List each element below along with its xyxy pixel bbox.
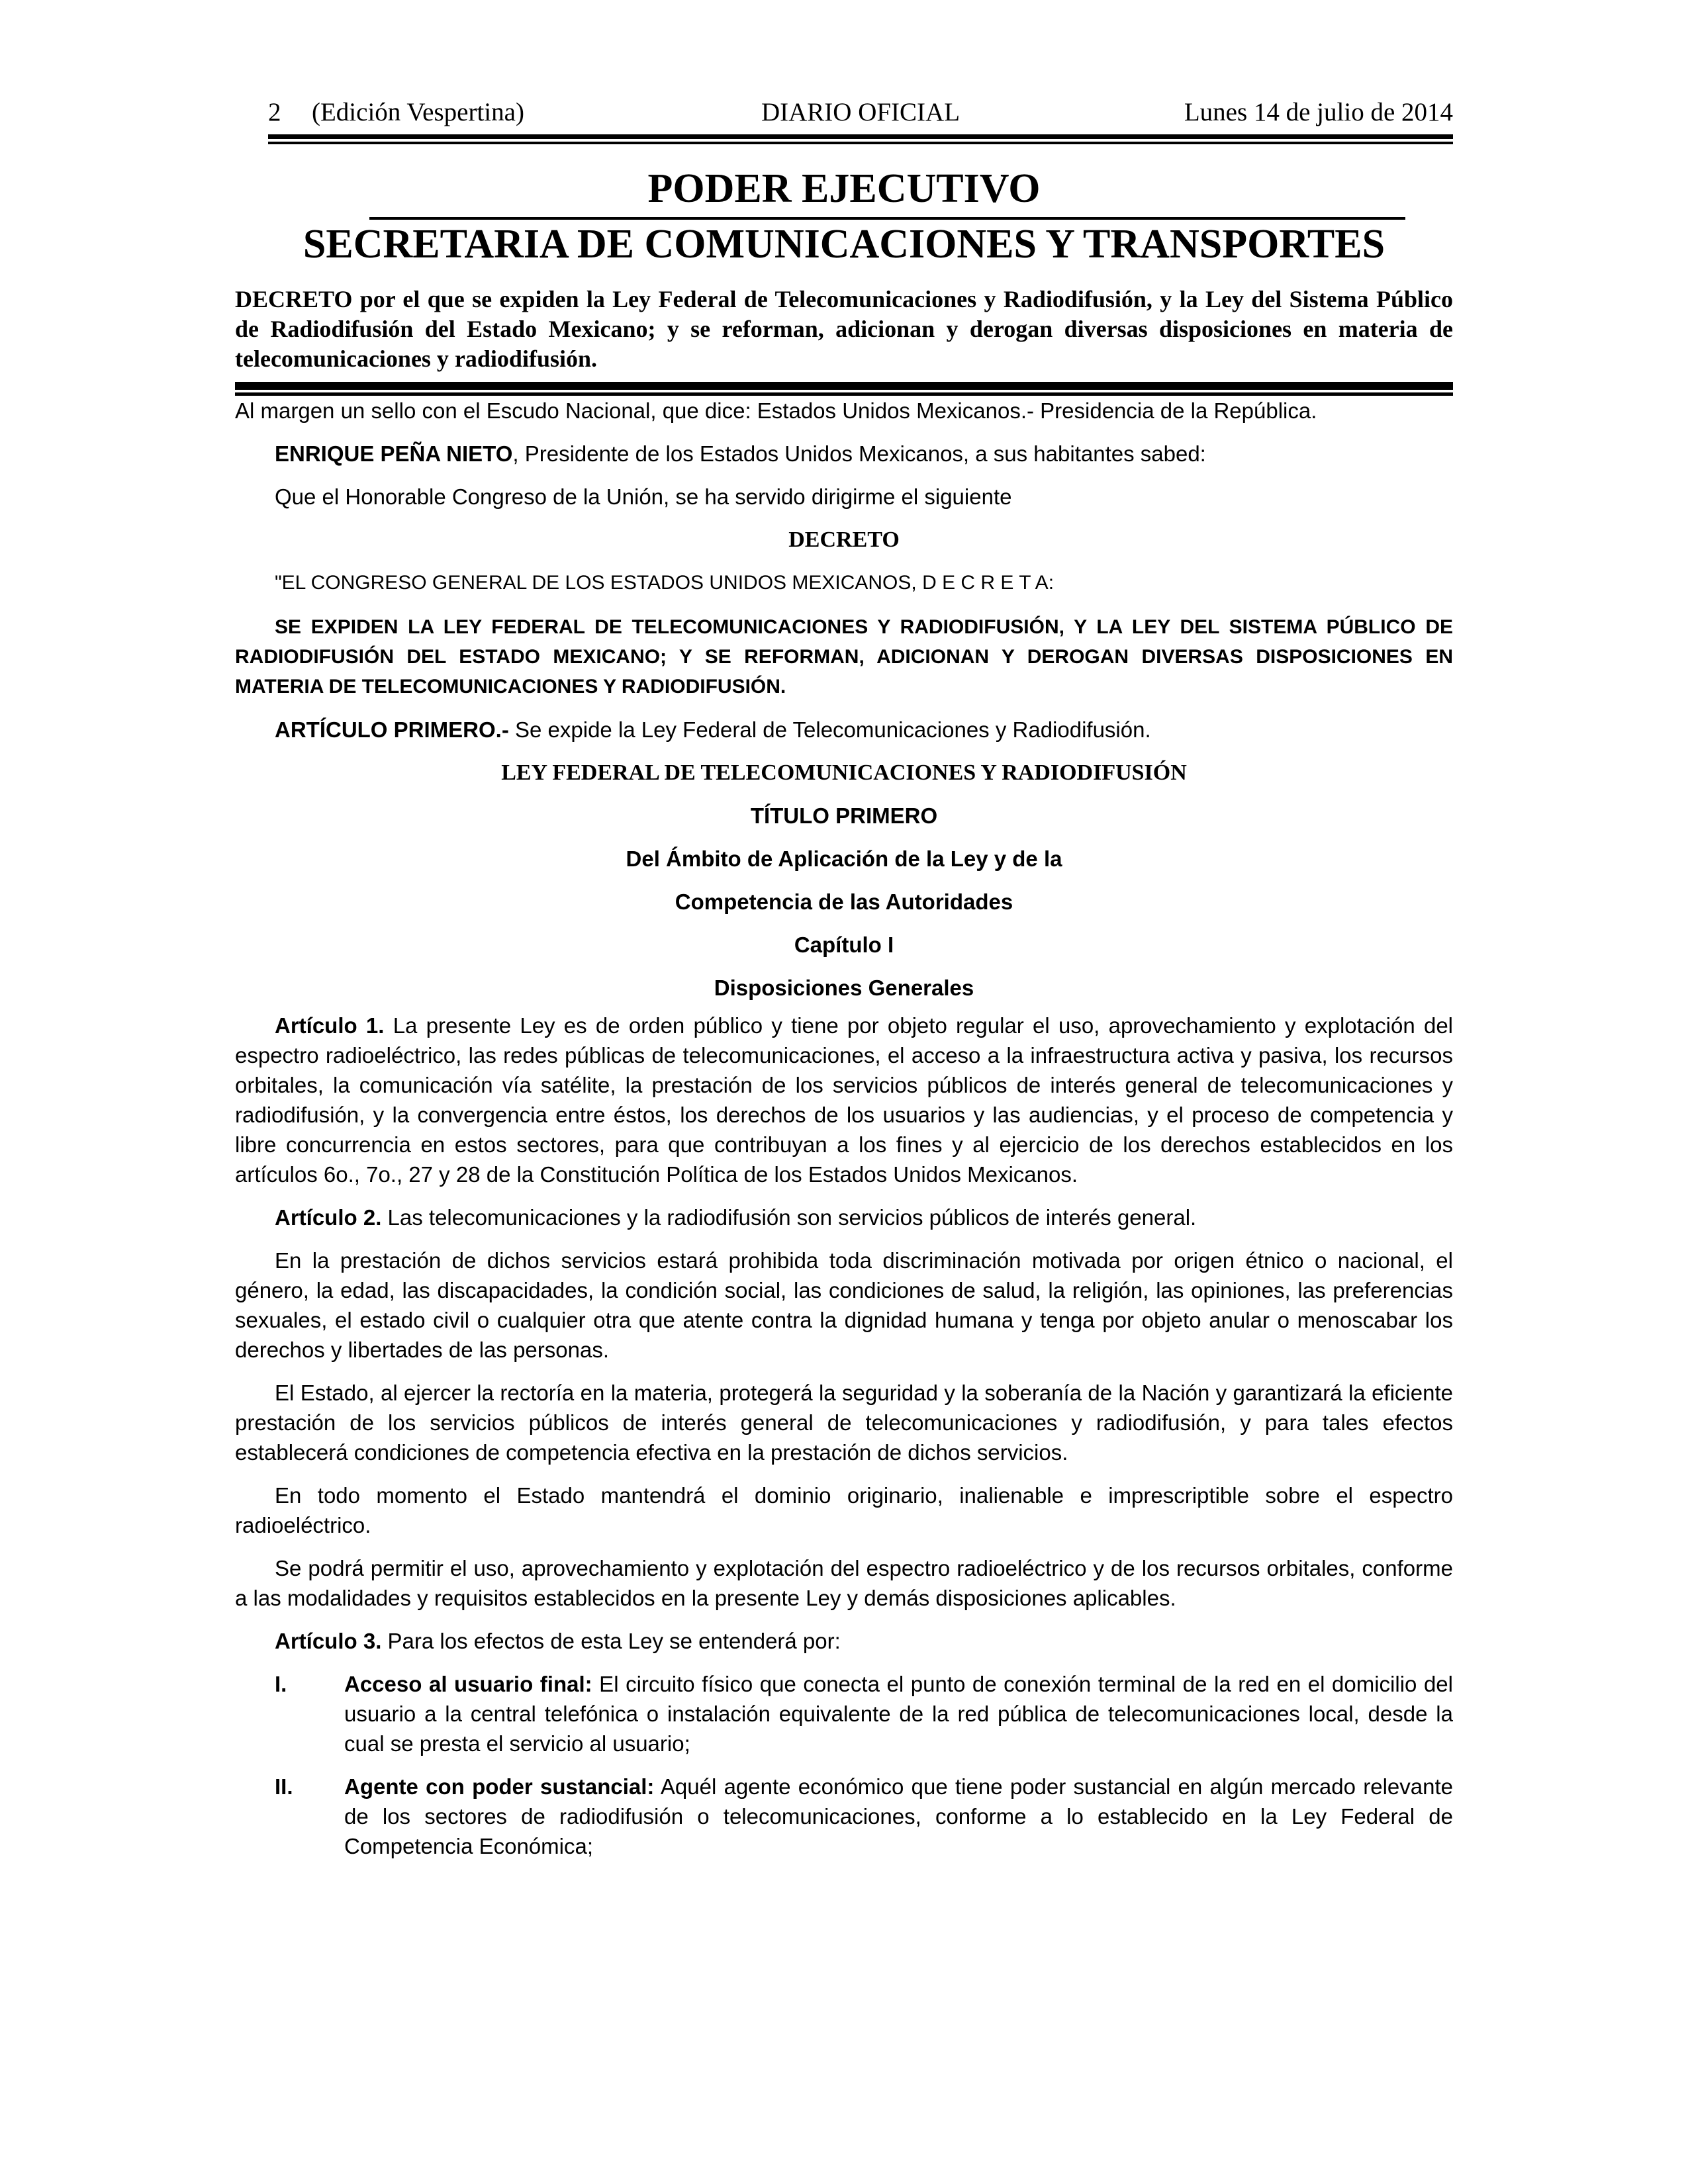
decree-summary: SE EXPIDEN LA LEY FEDERAL DE TELECOMUNICACIONES Y RADIODIFUSIÓN, Y LA LEY DEL SISTEMA PÚBLICO DE RADIODIFUSIÓN DEL ESTADO MEXICANO; Y SE REFORMAN, ADICIONAN Y DEROGAN DIVERSAS DISPOSICIONES EN MATERIA DE TELECOMUNICACIONES Y RADIODIFUSIÓN.: [235, 616, 1453, 698]
definition-term: Acceso al usuario final:: [344, 1672, 592, 1696]
article-first-paragraph: [235, 715, 1453, 745]
title-name-line-1: Del Ámbito de Aplicación de la Ley y de la: [626, 846, 1062, 871]
article-1-text: La presente Ley es de orden público y tiene por objeto regular el uso, aprovechamiento y explotación del espectro radioeléctrico, las redes públicas de telecomunicaciones, el acceso a la infraestructura activa y pasiva, los recursos orbitales, la comunicación vía satélite, la prestación de los servicios públicos de interés general de telecomunicaciones y radiodifusión, y la convergencia entre éstos, los derechos de los usuarios y las audiencias, y el proceso de competencia y libre concurrencia en estos sectores, para que contribuyan a los fines y al ejercicio de los derechos establecidos en los artículos 6o., 7o., 27 y 28 de la Constitución Política de los Estados Unidos Mexicanos.: [235, 1013, 1454, 1187]
definition-body: El circuito físico que conecta el punto de conexión terminal de la red en el domicilio del usuario a la central telefónica o instalación equivalente de la red pública de telecomunicaciones local, desde la cual se presta el servicio al usuario;: [344, 1672, 1453, 1756]
article-3-text: Para los efectos de esta Ley se entenderá por:: [381, 1629, 841, 1653]
definition-numeral: II.: [275, 1774, 293, 1799]
article-2-label: Artículo 2.: [275, 1205, 382, 1230]
decree-title-lead: DECRETO: [235, 286, 353, 312]
title-name-line-2: Competencia de las Autoridades: [675, 889, 1013, 914]
title-heading: TÍTULO PRIMERO: [750, 803, 938, 828]
decree-title-rest: por el que se expiden la Ley Federal de Telecomunicaciones y Radiodifusión, y la Ley del Sistema Público de Radiodifusión del Estado Mexicano; y se reforman, adicionan y derogan diversas disposiciones en materia de telecomunicaciones y radiodifusión.: [235, 286, 1453, 372]
edition-label: (Edición Vespertina): [312, 98, 524, 126]
article-2: [235, 1203, 1453, 1232]
publication-name: DIARIO OFICIAL: [761, 98, 961, 126]
running-header: [268, 96, 1453, 129]
article-2-text: Las telecomunicaciones y la radiodifusión son servicios públicos de interés general.: [381, 1205, 1197, 1230]
article-3: [235, 1626, 1453, 1656]
decreta-paragraph: "EL CONGRESO GENERAL DE LOS ESTADOS UNIDOS MEXICANOS, D E C R E T A:: [275, 572, 1055, 594]
document-page: [235, 96, 1453, 1861]
seal-paragraph: Al margen un sello con el Escudo Nacional, que dice: Estados Unidos Mexicanos.- Presidencia de la República.: [235, 398, 1317, 423]
title-divider: [235, 382, 1453, 396]
president-name: ENRIQUE PEÑA NIETO: [275, 441, 513, 466]
congress-paragraph: Que el Honorable Congreso de la Unión, se ha servido dirigirme el siguiente: [275, 484, 1012, 509]
decree-title: [235, 285, 1453, 374]
law-name-heading: LEY FEDERAL DE TELECOMUNICACIONES Y RADIODIFUSIÓN: [501, 760, 1187, 785]
definition-term: Agente con poder sustancial:: [344, 1774, 655, 1799]
chapter-name-heading: Disposiciones Generales: [714, 976, 974, 1000]
article-first-text: Se expide la Ley Federal de Telecomunicaciones y Radiodifusión.: [508, 717, 1151, 742]
page-number: 2: [268, 98, 281, 126]
article-2-paragraph-4: En todo momento el Estado mantendrá el dominio originario, inalienable e imprescriptible sobre el espectro radioeléctrico.: [235, 1483, 1453, 1537]
definition-body: Aquél agente económico que tiene poder sustancial en algún mercado relevante de los sectores de radiodifusión o telecomunicaciones, conforme a lo establecido en la Ley Federal de Competencia Económica;: [344, 1774, 1454, 1858]
definition-text: [344, 1772, 1453, 1861]
decree-heading: DECRETO: [788, 527, 900, 552]
definition-item: [235, 1669, 1453, 1758]
president-paragraph: [235, 439, 1453, 469]
definition-numeral: I.: [275, 1672, 287, 1696]
article-2-paragraph-2: En la prestación de dichos servicios estará prohibida toda discriminación motivada por origen étnico o nacional, el género, la edad, las discapacidades, la condición social, las condiciones de salud, la religión, las opiniones, las preferencias sexuales, el estado civil o cualquier otra que atente contra la dignidad humana y tenga por objeto anular o menoscabar los derechos y libertades de las personas.: [235, 1248, 1453, 1362]
president-text: , Presidente de los Estados Unidos Mexicanos, a sus habitantes sabed:: [512, 441, 1206, 466]
ministry-heading: SECRETARIA DE COMUNICACIONES Y TRANSPORTES: [303, 222, 1385, 267]
document-body: [235, 396, 1453, 1861]
branch-heading: PODER EJECUTIVO: [647, 166, 1041, 211]
article-first-label: ARTÍCULO PRIMERO.-: [275, 717, 509, 742]
branch-divider: [369, 217, 1405, 220]
article-2-paragraph-3: El Estado, al ejercer la rectoría en la materia, protegerá la seguridad y la soberanía de la Nación y garantizará la eficiente prestación de los servicios públicos de interés general de telecomunicaciones y radiodifusión, y para tales efectos establecerá condiciones de competencia efectiva en la prestación de dichos servicios.: [235, 1381, 1453, 1465]
chapter-heading: Capítulo I: [794, 933, 894, 957]
definition-item: [235, 1772, 1453, 1861]
article-1-label: Artículo 1.: [275, 1013, 385, 1038]
definition-text: [344, 1669, 1453, 1758]
article-3-label: Artículo 3.: [275, 1629, 382, 1653]
article-1: [235, 1011, 1453, 1189]
publication-date: Lunes 14 de julio de 2014: [1184, 98, 1453, 126]
article-2-paragraph-5: Se podrá permitir el uso, aprovechamiento y explotación del espectro radioeléctrico y de los recursos orbitales, conforme a las modalidades y requisitos establecidos en la presente Ley y demás disposiciones aplicables.: [235, 1556, 1453, 1610]
header-divider: [268, 134, 1453, 144]
